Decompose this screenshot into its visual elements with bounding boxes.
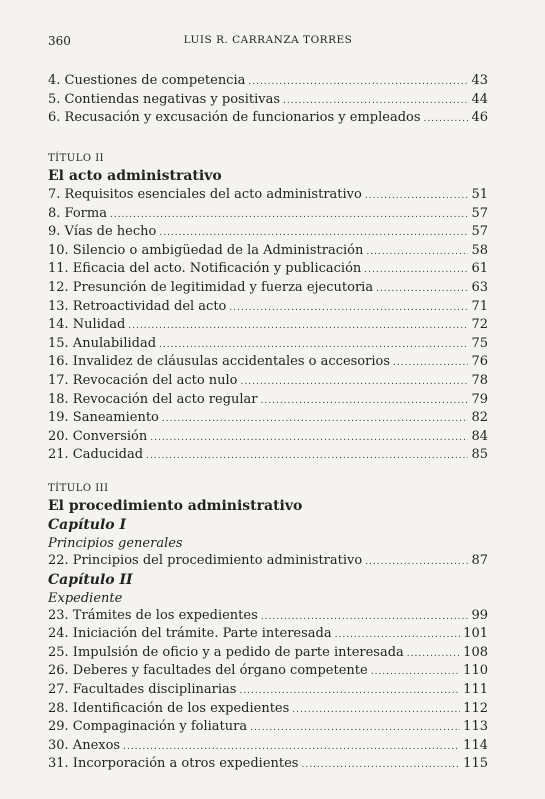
toc-entry: 12. Presunción de legitimidad y fuerza ejecutoria ..... 63 [48,279,488,298]
toc-entry: 7. Requisitos esenciales del acto administrativo ..... 51 [48,186,488,205]
toc-entry: 24. Iniciación del trámite. Parte interesada ..... 101 [48,625,488,644]
section-title: El acto administrativo [48,168,222,184]
toc-entry: 20. Conversión ..... 84 [48,428,488,447]
toc-block-1 [48,72,488,128]
page-number: 360 [48,34,71,48]
page-header [48,34,488,50]
chapter-title: Capítulo II [48,571,133,588]
toc-entry: 30. Anexos ..... 114 [48,737,488,756]
toc-entry: 10. Silencio o ambigüedad de la Administración ..... 58 [48,242,488,261]
toc-entry: 5. Contiendas negativas y positivas ..... 44 [48,91,488,110]
toc-entry: 18. Revocación del acto regular ..... 79 [48,391,488,410]
toc-entry: 17. Revocación del acto nulo ..... 78 [48,372,488,391]
running-head-author: LUIS R. CARRANZA TORRES [183,34,353,46]
toc-entry: 25. Impulsión de oficio y a pedido de parte interesada ..... 108 [48,644,488,663]
toc-entry: 8. Forma ..... 57 [48,205,488,224]
toc-entry: 13. Retroactividad del acto ..... 71 [48,298,488,317]
toc-entry: 21. Caducidad ..... 85 [48,446,488,465]
toc-entry: 6. Recusación y excusación de funcionarios y empleados ..... 46 [48,109,488,128]
toc-entry: 15. Anulabilidad ..... 75 [48,335,488,354]
toc-entry: 14. Nulidad ..... 72 [48,316,488,335]
toc-titulo-2 [48,152,488,465]
toc-entry: 31. Incorporación a otros expedientes ..... 115 [48,755,488,774]
toc-entry: 23. Trámites de los expedientes ..... 99 [48,607,488,626]
chapter-subtitle: Principios generales [48,536,183,551]
section-title: El procedimiento administrativo [48,498,303,514]
toc-entry: 22. Principios del procedimiento administrativo ..... 87 [48,552,488,571]
section-label: TÍTULO III [48,483,109,494]
toc-entry: 16. Invalidez de cláusulas accidentales o accesorios ..... 76 [48,353,488,372]
chapter-subtitle: Expediente [48,590,123,606]
toc-entry: 29. Compaginación y foliatura ..... 113 [48,718,488,737]
toc-entry: 27. Facultades disciplinarias ..... 111 [48,681,488,700]
section-label: TÍTULO II [48,153,105,164]
toc-titulo-3 [48,482,488,774]
toc-entry: 19. Saneamiento ..... 82 [48,409,488,428]
toc-entry: 4. Cuestiones de competencia ..... 43 [48,72,488,91]
chapter-title: Capítulo I [48,517,127,533]
toc-entry: 28. Identificación de los expedientes ..... 112 [48,700,488,719]
toc-entry: 9. Vías de hecho ..... 57 [48,223,488,242]
toc-entry: 11. Eficacia del acto. Notificación y publicación ..... 61 [48,260,488,279]
toc-entry: 26. Deberes y facultades del órgano competente ..... 110 [48,662,488,681]
